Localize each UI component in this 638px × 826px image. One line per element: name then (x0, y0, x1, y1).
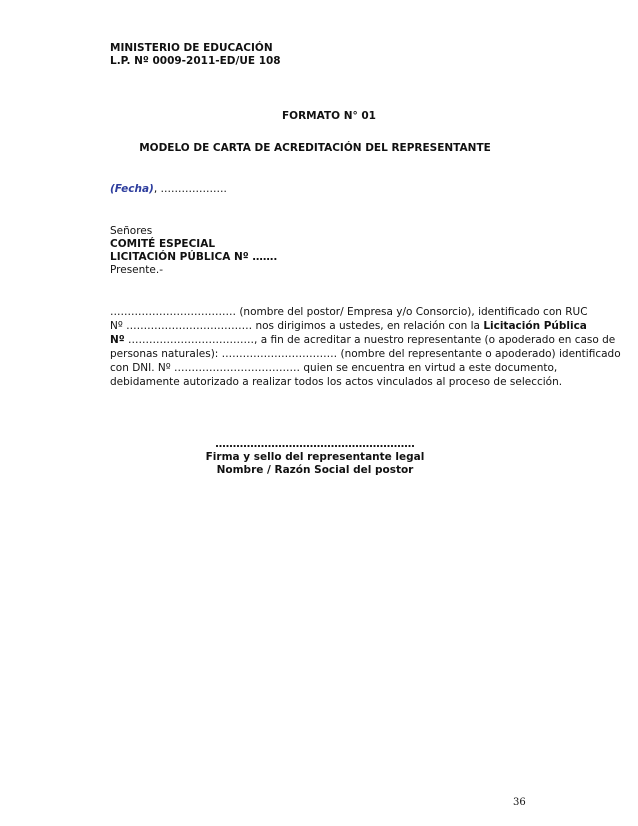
signature-line-1: Firma y sello del representante legal (205, 451, 425, 463)
date-placeholder: , ………………. (153, 183, 227, 195)
body-line-3 (110, 333, 616, 347)
body-paragraph (110, 305, 621, 389)
page-number: 36 (513, 797, 526, 808)
body-line-1: ……………………………… (nombre del postor/ Empresa y/o Consorcio), identificado con RUC (110, 306, 588, 318)
numero-bold: Nº (110, 334, 125, 346)
body-line-5: con DNI. Nº ……………………………… quien se encuentra en virtud a este documento, (110, 362, 558, 374)
body-line-2-text: Nº ……………………………… nos dirigimos a ustedes, en relación con la (110, 320, 484, 332)
signature-line-2: Nombre / Razón Social del postor (216, 464, 414, 476)
salutation: Señores (110, 225, 153, 237)
header-lp-number: L.P. Nº 0009-2011-ED/UE 108 (110, 55, 281, 67)
body-line-4: personas naturales): …………………………… (nombre del representante o apoderado) identificado (110, 348, 621, 360)
body-line-3-text: ………………………………, a fin de acreditar a nuestro representante (o apoderado en caso de (124, 334, 616, 346)
presente: Presente.- (110, 264, 163, 276)
formato-number: FORMATO N° 01 (282, 110, 376, 122)
committee-name: COMITÉ ESPECIAL (110, 238, 216, 250)
tender-reference: LICITACIÓN PÚBLICA Nº ……. (110, 251, 278, 263)
date-label: (Fecha) (110, 183, 154, 195)
body-line-2 (110, 319, 587, 333)
licitacion-publica-bold: Licitación Pública (483, 320, 587, 332)
document-title: MODELO DE CARTA DE ACREDITACIÓN DEL REPRESENTANTE (139, 142, 491, 154)
signature-dots: ………………………………………………… (215, 438, 415, 450)
header-ministry: MINISTERIO DE EDUCACIÓN (110, 42, 273, 54)
body-line-6: debidamente autorizado a realizar todos los actos vinculados al proceso de selección. (110, 376, 563, 388)
date-line (110, 183, 227, 196)
